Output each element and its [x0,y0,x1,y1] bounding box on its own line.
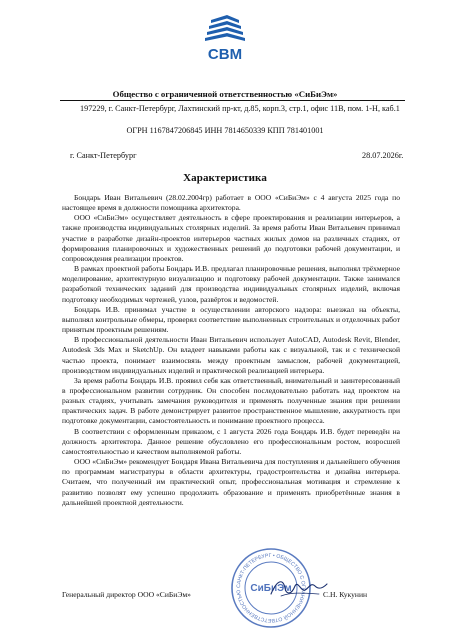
paragraph: Бондарь И.В. принимал участие в осуществлении авторского надзора: выезжал на объекты, выполнял контрольные обмеры, проверял соответствие выполненных строительных и отделочных работ принятым проектным решениям. [62,304,400,335]
paragraph: В профессиональной деятельности Иван Витальевич использует AutoCAD, Autodesk Revit, Blender, Autodesk 3ds Max и SketchUp. Он владеет навыками работы как с визуальной, так и с технической частью проекта, понимает взаимосвязь между проектным замыслом, рабочей документацией, производством индивидуальных изделий и практической реализацией интерьера. [62,335,400,375]
header-divider [60,100,405,101]
seal-center-text: СиБиЭм [250,583,292,594]
company-logo [197,12,253,64]
document-body [62,193,400,508]
org-registration-ids: ОГРН 1167847206845 ИНН 7814650339 КПП 781401001 [126,126,324,135]
paragraph: В соответствии с оформленным приказом, с 1 августа 2026 года Бондарь И.В. будет переведён на должность архитектора. Данное решение обусловлено его профессиональным ростом, возросшей самостоятельностью и качеством выполняемой работы. [62,426,400,456]
document-date: 28.07.2026г. [362,151,404,160]
paragraph: В рамках проектной работы Бондарь И.В. предлагал планировочные решения, выполнял трёхмерное моделирование, архитектурную визуализацию и подготовку рабочей документации. Также занимался разработкой технических заданий для производства индивидуальных столярных изделий, включая подготовку необходимых чертежей, узлов, развёрток и ведомостей. [62,264,400,304]
document-title: Характеристика [183,172,267,184]
org-address: 197229, г. Санкт-Петербург, Лахтинский пр-кт, д.85, корп.3, стр.1, офис 11В, пом. 1-Н, каб.1 [80,104,400,113]
handwritten-signature [267,574,331,602]
logo-text: СВМ [207,46,243,63]
org-name: Общество с ограниченной ответственностью «СиБиЭм» [112,89,338,99]
signatory-name: С.Н. Кукунин [323,590,368,599]
paragraph: ООО «СиБиЭм» рекомендует Бондаря Ивана Витальевича для поступления и дальнейшего обучения по программам магистратуры в области архитектуры, градостроительства и дизайна интерьера. Считаем, что полученный им практический опыт, профессиональная мотивация и стремление к развитию позволят ему успешно продолжить образование и применять приобретённые знания в дальнейшей проектной деятельности. [62,457,400,507]
city: г. Санкт-Петербург [70,151,137,160]
paragraph: За время работы Бондарь И.В. проявил себя как ответственный, внимательный и заинтересованный в профессиональном развитии сотрудник. Он способен последовательно работать над проектом на разных стадиях, учитывать замечания руководителя и применять полученные знания при решении практических задач. В работе демонстрирует развитое пространственное мышление, аккуратность при подготовке документации, самостоятельность и понимание проектного процесса. [62,375,400,426]
paragraph: Бондарь Иван Витальевич (28.02.2004гр) работает в ООО «СиБиЭм» с 4 августа 2025 года по настоящее время в должности помощника архитектора. [62,193,400,213]
seal-ring-text: САНКТ-ПЕТЕРБУРГ • ОБЩЕСТВО С ОГРАНИЧЕННОЙ ОТВЕТСТВЕННОСТЬЮ [235,552,307,624]
paragraph: ООО «СиБиЭм» осуществляет деятельность в сфере проектирования и реализации интерьеров, а также производства индивидуальных столярных изделий. За время работы Иван Витальевич принимал участие в разработке дизайн-проектов интерьеров частных жилых домов на различных стадиях, от формирования планировочных и художественных решений до подготовки рабочей документации, и сопровождения реализации проектов. [62,213,400,263]
signatory-position: Генеральный директор ООО «СиБиЭм» [62,590,191,599]
